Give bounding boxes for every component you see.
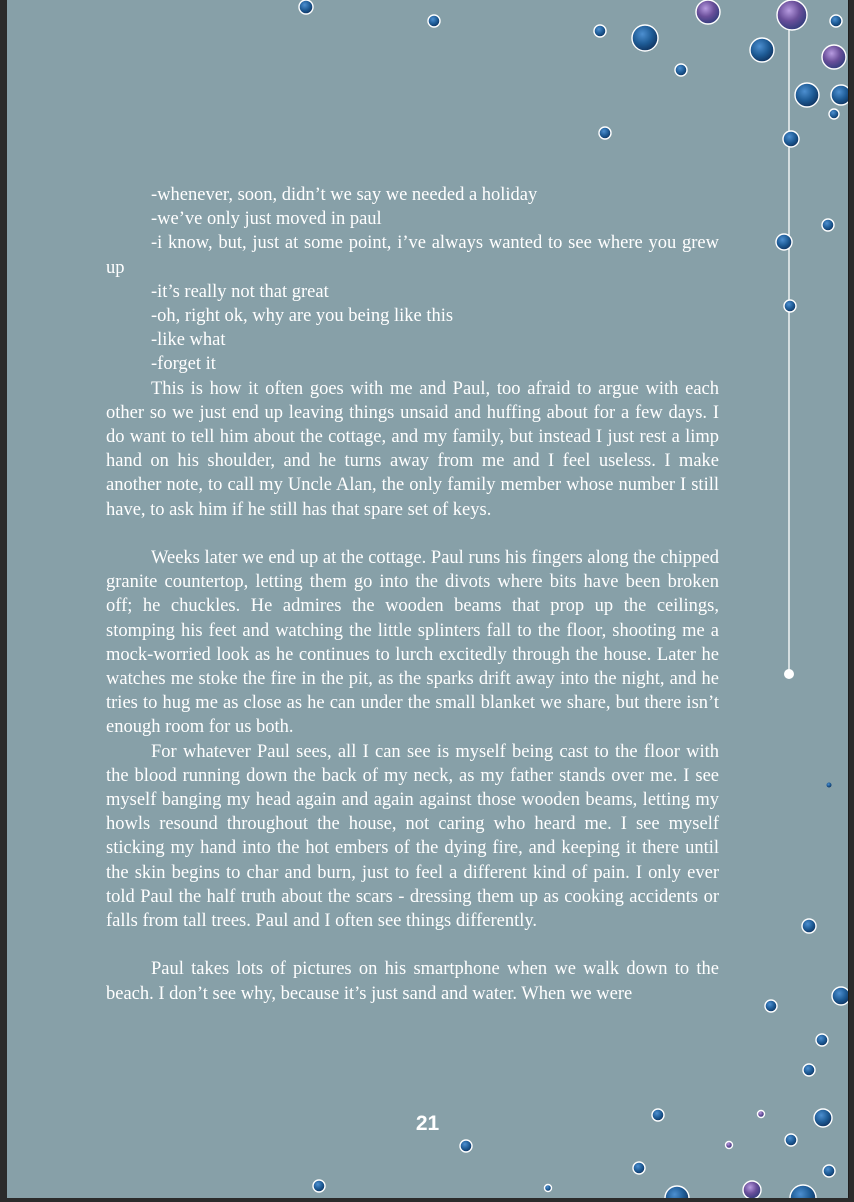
dialogue-line: -we’ve only just moved in paul — [151, 209, 382, 230]
paragraph: Weeks later we end up at the cottage. Paul runs his fingers along the chipped granite countertop, letting them go into the divots where bits have been broken off; he chuckles. He admires the wooden beams that prop up the ceilings, stomping his feet and watching the little splinters fall to the floor, shooting me a mock-worried look as he continues to lurch excitedly through the house. Later he watches me stoke the fire in the pit, as the sparks drift away into the night, and he tries to hug me as close as he can under the small blanket we share, but there isn’t enough room for us both. — [106, 548, 719, 738]
dialogue-line: -i know, but, just at some point, i’ve always wanted to see where you grew up — [106, 233, 719, 278]
paragraph-break — [106, 933, 719, 957]
page-number: 21 — [415, 1112, 440, 1135]
dialogue-line: -like what — [151, 330, 226, 351]
dialogue-line: -whenever, soon, didn’t we say we needed a holiday — [151, 185, 538, 205]
paragraph: This is how it often goes with me and Paul, too afraid to argue with each other so we just end up leaving things unsaid and huffing about for a few days. I do want to tell him about the cottage, and my family, but instead I just rest a limp hand on his shoulder, and he turns away from me and I feel useless. I make another note, to call my Uncle Alan, the only family member whose number I still have, to ask him if he still has that spare set of keys. — [106, 378, 719, 520]
document-page — [7, 0, 849, 1198]
dialogue-line: -it’s really not that great — [151, 281, 329, 302]
paragraph-break — [106, 522, 719, 546]
hanging-ornament — [784, 10, 794, 679]
dialogue-line: -forget it — [151, 354, 216, 375]
paragraph: For whatever Paul sees, all I can see is myself being cast to the floor with the blood running down the back of my neck, as my father stands over me. I see myself banging my head again and again against those wooden beams, letting my howls resound throughout the house, not caring who heard me. I see myself sticking my hand into the hot embers of the dying fire, and keeping it there until the skin begins to char and burn, just to feel a different kind of pain. I only ever told Paul the half truth about the scars - dressing them up as cooking accidents or falls from tall trees. Paul and I often see things differently. — [106, 741, 719, 932]
body-text — [106, 183, 719, 1006]
dialogue-line: -oh, right ok, why are you being like this — [151, 306, 454, 327]
paragraph: Paul takes lots of pictures on his smartphone when we walk down to the beach. I don’t see why, because it’s just sand and water. When we were — [106, 959, 719, 1004]
